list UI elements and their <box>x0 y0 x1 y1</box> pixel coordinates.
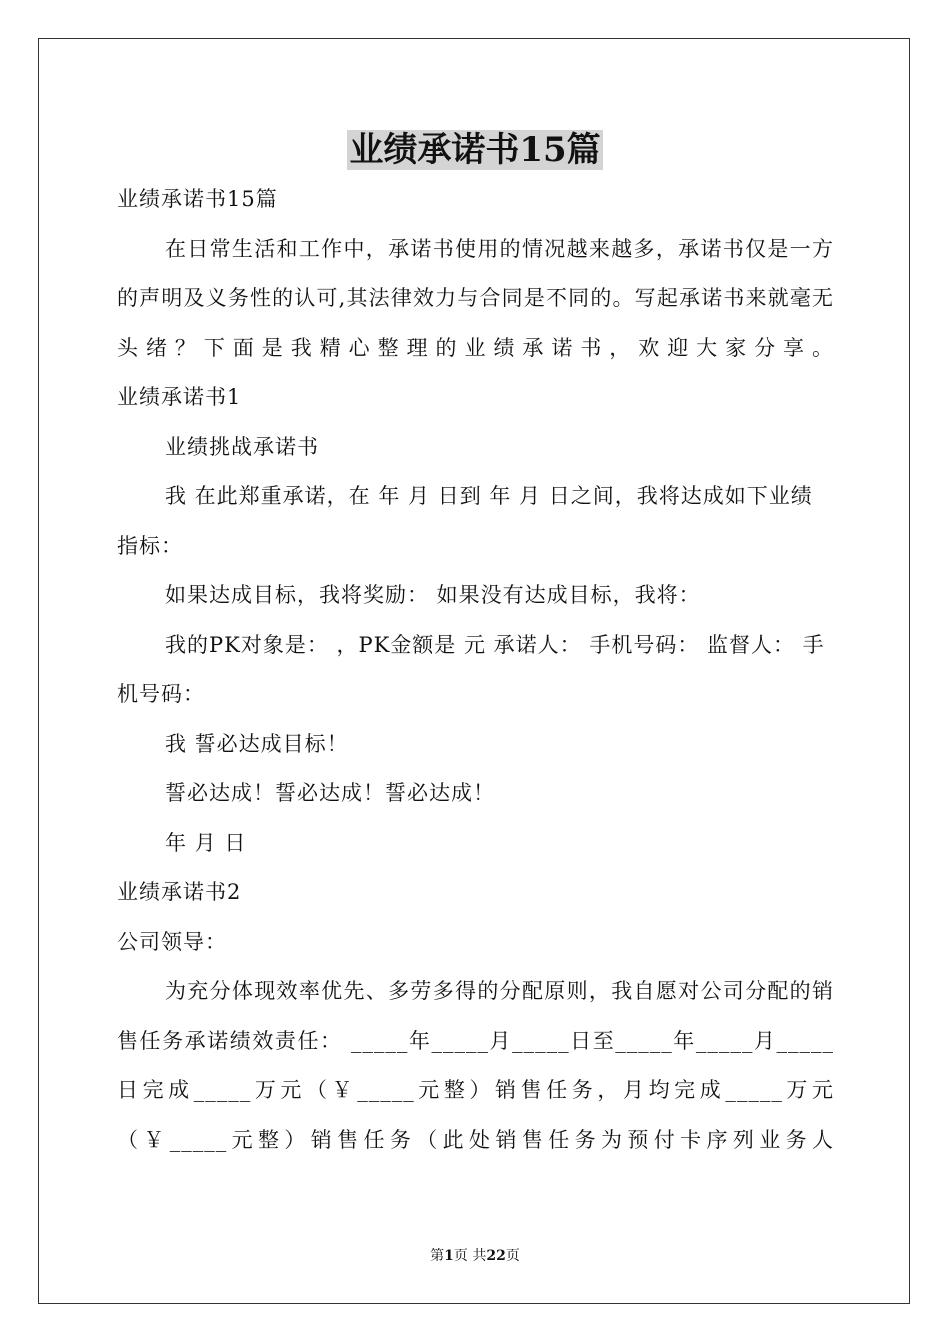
slogan-line: 誓必达成！誓必达成！誓必达成！ <box>165 781 495 805</box>
document-body <box>117 175 834 1165</box>
salutation: 公司领导： <box>117 929 227 954</box>
footer-page-number: 1 <box>444 1248 454 1264</box>
pledge-title: 业绩挑战承诺书 <box>165 434 319 459</box>
intro-paragraph: 在日常生活和工作中，承诺书使用的情况越来越多，承诺书仅是一方的声明及义务性的认可,其法律效力与合同是不同的。写起承诺书来就毫无头绪？下面是我精心整理的业绩承诺书，欢迎大家分享。 <box>117 236 834 360</box>
footer-mid: 页 共 <box>453 1248 487 1264</box>
pledge-statement: 我 在此郑重承诺，在 年 月 日到 年 月 日之间，我将达成如下业绩指标： <box>117 484 813 558</box>
footer-total-pages: 22 <box>486 1248 506 1264</box>
subtitle-line: 业绩承诺书15篇 <box>117 187 278 211</box>
date-line: 年 月 日 <box>165 830 247 855</box>
vow-line: 我 誓必达成目标！ <box>165 731 349 756</box>
page-footer <box>0 1246 950 1266</box>
reward-line: 如果达成目标，我将奖励： 如果没有达成目标，我将： <box>165 583 701 607</box>
pk-line: 我的PK对象是： ，PK金额是 元 承诺人： 手机号码： 监督人： 手机号码： <box>117 632 825 706</box>
section-heading-2: 业绩承诺书2 <box>117 880 242 904</box>
section-heading-1: 业绩承诺书1 <box>117 385 242 409</box>
document-title <box>0 126 950 174</box>
footer-prefix: 第 <box>430 1248 445 1264</box>
task-paragraph: 为充分体现效率优先、多劳多得的分配原则，我自愿对公司分配的销售任务承诺绩效责任： _____年_____月_____日至_____年_____月_____日完成_____万元（￥_____元整）销售任务，月均完成_____万元（￥_____元整）销售任务（此处销售任务为预付卡序列业务人 <box>117 979 834 1152</box>
footer-suffix: 页 <box>505 1248 520 1264</box>
document-title-text: 业绩承诺书15篇 <box>349 130 601 170</box>
